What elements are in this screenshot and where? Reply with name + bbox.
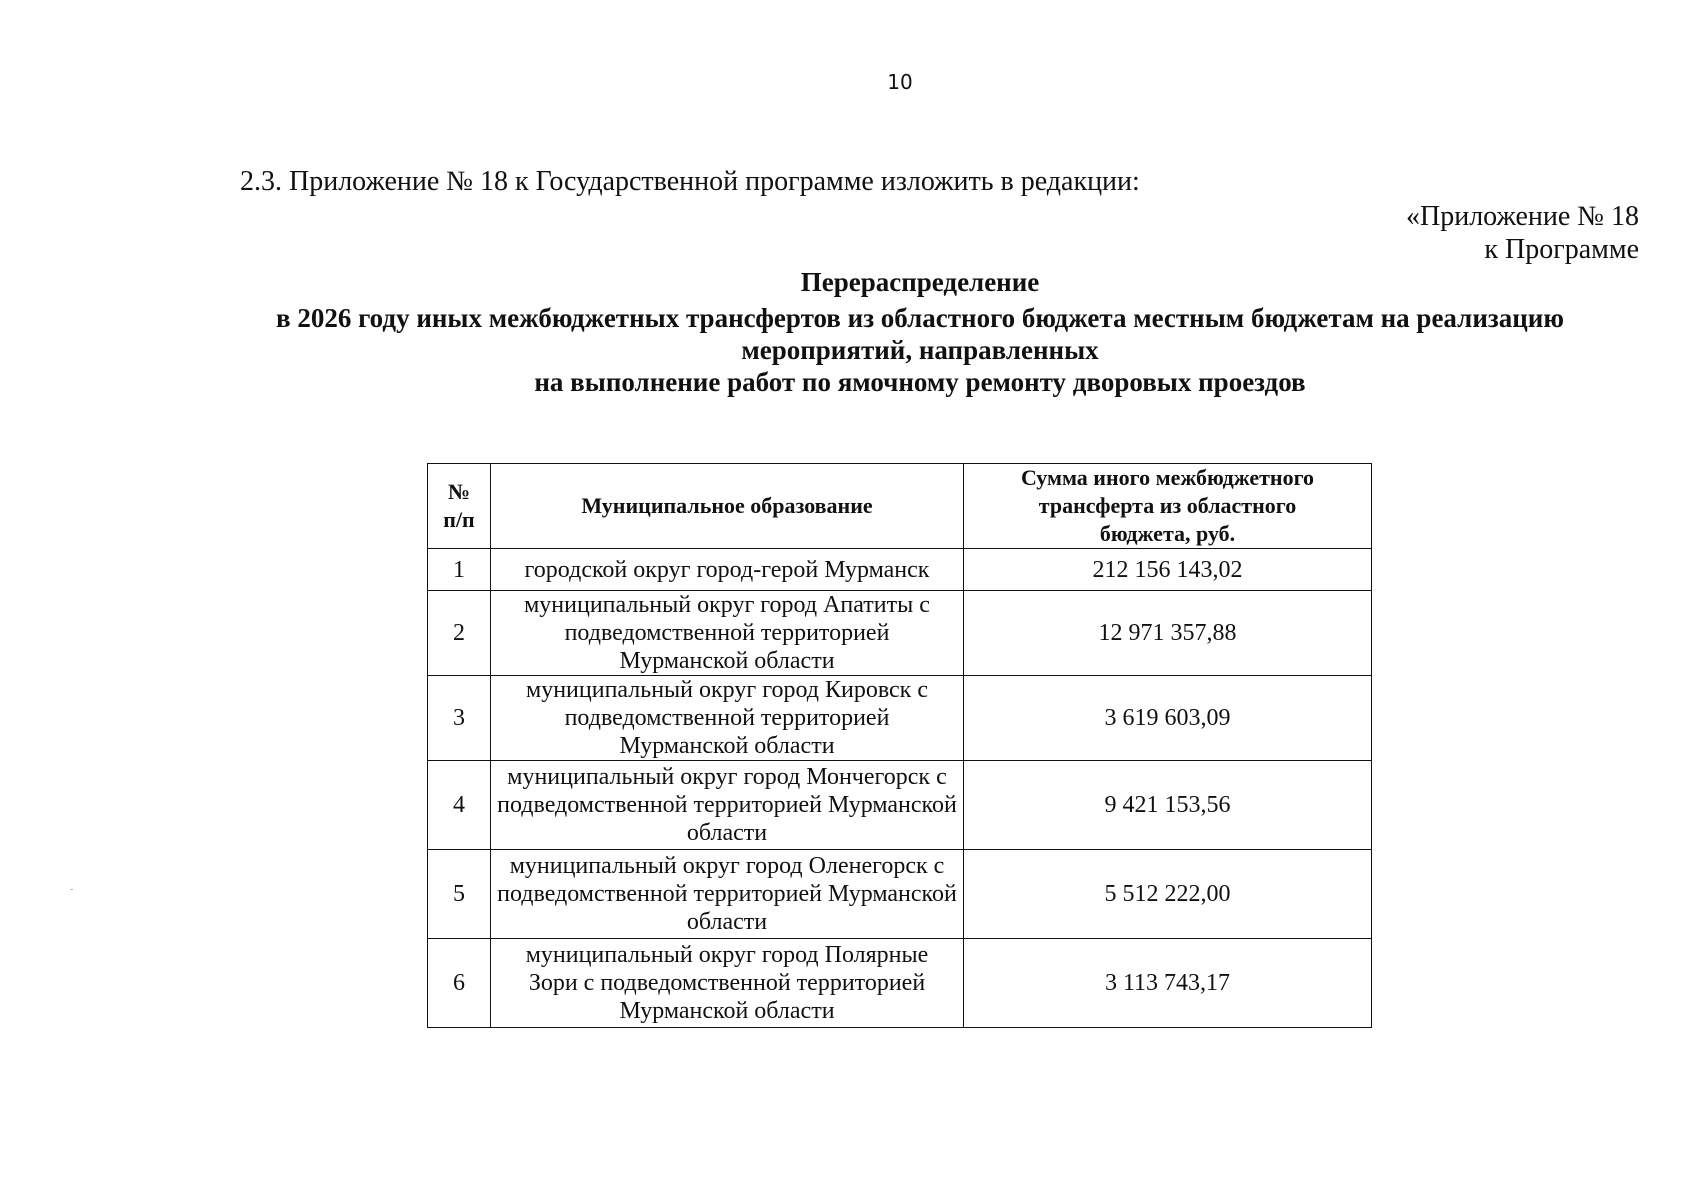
row-number: 3 (428, 676, 491, 761)
annex-reference (1406, 200, 1639, 266)
transfer-table-wrapper (427, 463, 1372, 1028)
row-number: 6 (428, 939, 491, 1028)
column-header-number-line-1: № (447, 479, 471, 504)
column-header-amount: Сумма иного межбюджетного трансферта из областного бюджета, руб. (964, 464, 1372, 549)
document-title-line-3: на выполнение работ по ямочному ремонту дворовых проездов (534, 367, 1306, 397)
table-row (428, 761, 1372, 850)
annex-reference-line-2: к Программе (1484, 234, 1639, 265)
amount-cell: 5 512 222,00 (964, 850, 1372, 939)
municipality-cell: муниципальный округ город Мончегорск с подведомственной территорией Мурманской области (491, 761, 964, 850)
transfer-table (427, 463, 1372, 1028)
document-title (200, 266, 1640, 398)
row-number: 2 (428, 591, 491, 676)
row-number: 1 (428, 549, 491, 591)
amount-cell: 12 971 357,88 (964, 591, 1372, 676)
amount-cell: 212 156 143,02 (964, 549, 1372, 591)
table-row (428, 591, 1372, 676)
table-row (428, 850, 1372, 939)
municipality-cell: городской округ город-герой Мурманск (491, 549, 964, 591)
amount-cell: 3 113 743,17 (964, 939, 1372, 1028)
document-title-heading: Перераспределение (800, 267, 1040, 297)
amendment-intro: 2.3. Приложение № 18 к Государственной программе изложить в редакции: (240, 166, 1140, 197)
column-header-municipality: Муниципальное образование (491, 464, 964, 549)
document-title-line-1: в 2026 году иных межбюджетных трансфертов из областного бюджета местным бюджетам на реализацию (276, 303, 1564, 333)
municipality-cell: муниципальный округ город Апатиты с подведомственной территорией Мурманской области (491, 591, 964, 676)
amount-cell: 9 421 153,56 (964, 761, 1372, 850)
municipality-cell: муниципальный округ город Полярные Зори с подведомственной территорией Мурманской области (491, 939, 964, 1028)
table-header-row (428, 464, 1372, 549)
table-row (428, 939, 1372, 1028)
row-number: 4 (428, 761, 491, 850)
municipality-cell: муниципальный округ город Оленегорск с подведомственной территорией Мурманской области (491, 850, 964, 939)
column-header-number-line-2: п/п (443, 507, 475, 532)
table-row (428, 676, 1372, 761)
document-title-line-2: мероприятий, направленных (741, 335, 1099, 365)
page-number: 10 (887, 70, 913, 94)
scan-margin-mark (70, 889, 73, 890)
row-number: 5 (428, 850, 491, 939)
annex-reference-line-1: «Приложение № 18 (1406, 201, 1639, 232)
column-header-number (428, 464, 491, 549)
municipality-cell: муниципальный округ город Кировск с подведомственной территорией Мурманской области (491, 676, 964, 761)
amount-cell: 3 619 603,09 (964, 676, 1372, 761)
table-row (428, 549, 1372, 591)
